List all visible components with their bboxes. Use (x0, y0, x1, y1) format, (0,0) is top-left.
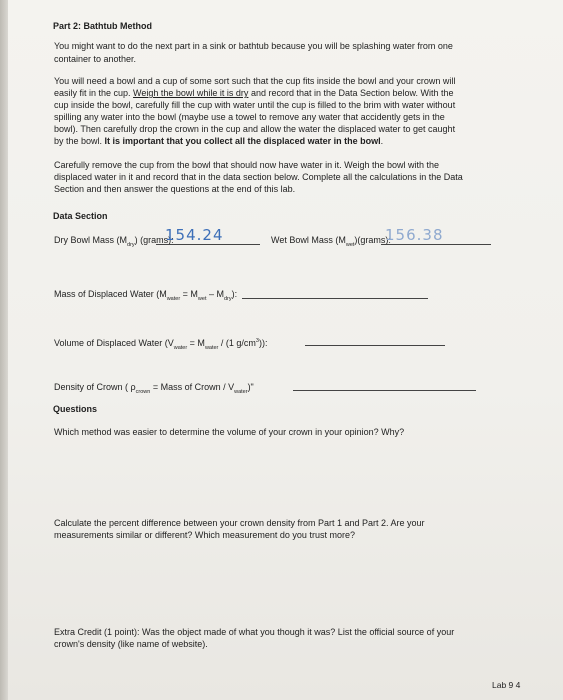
para2-bold-instruction: It is important that you collect all the displaced water in the bowl (104, 136, 381, 146)
mass-label-text: Mass of Displaced Water (M (54, 289, 167, 299)
intro-line-1: You might want to do the next part in a sink or bathtub because you will be splashing water from one (54, 41, 453, 51)
questions-title: Questions (53, 404, 98, 414)
wet-subscript: wet (345, 241, 355, 248)
vol-eq-text: = M (187, 338, 205, 348)
question-1: Which method was easier to determine the volume of your crown in your opinion? Why? (54, 427, 405, 437)
mass-minus-text: – M (206, 289, 224, 299)
dry-mass-handwritten-value: 154.24 (165, 226, 224, 244)
page-shadow-edge (0, 0, 8, 700)
wet-bowl-mass-label (271, 234, 391, 251)
vol-sub-water: water (173, 344, 188, 351)
dry-label-text: Dry Bowl Mass (M (54, 235, 128, 245)
vol-sub-water-2: water (204, 344, 219, 351)
wet-mass-answer-line (381, 244, 491, 245)
mass-answer-line (242, 298, 428, 299)
page-footer-label: Lab 9 4 (492, 680, 521, 690)
para2-line-6a: by the bowl. (54, 136, 105, 146)
density-of-crown-label (54, 381, 254, 398)
question-2-line-2: measurements similar or different? Which measurement do you trust more? (54, 530, 355, 540)
para3-line-1: Carefully remove the cup from the bowl that should now have water in it. Weigh the bowl with the (54, 160, 440, 170)
vol-mid-text: / (1 g/cm (218, 338, 256, 348)
dens-end-text: )" (247, 382, 254, 392)
volume-answer-line (305, 345, 445, 346)
intro-line-2: container to another. (54, 54, 137, 64)
para2-line-6c: . (380, 136, 384, 146)
dry-subscript: dry (127, 241, 135, 248)
extra-credit-line-2: crown's density (like name of website). (54, 639, 208, 649)
dens-label-text: Density of Crown ( ρ (54, 382, 136, 392)
para2-line-2c: and record that in the Data Section below. With the (248, 88, 454, 98)
section-heading: Part 2: Bathtub Method (53, 21, 152, 31)
data-section-title: Data Section (53, 211, 108, 221)
dens-sub-water: water (234, 388, 248, 395)
para2-line-6 (54, 135, 383, 147)
para2-underlined-instruction: Weigh the bowl while it is dry (133, 88, 249, 98)
para2-line-4: spilling any water into the bowl (maybe use a towel to remove any water that accidently gets in the (54, 112, 445, 122)
density-answer-line (293, 390, 476, 391)
para3-line-2: displaced water in it and record that in the data section below. Complete all the calculations in the Data (54, 172, 463, 182)
mass-end-text: ): (231, 289, 238, 299)
wet-mass-handwritten-value: 156.38 (385, 226, 444, 244)
mass-sub-wet: wet (197, 295, 207, 302)
para2-line-2 (54, 87, 454, 99)
para2-line-2a: easily fit in the cup. (54, 88, 134, 98)
mass-sub-water: water (166, 295, 181, 302)
para2-line-1: You will need a bowl and a cup of some sort such that the cup fits inside the bowl and your crown will (54, 76, 456, 86)
para2-line-5: bowl). Then carefully drop the crown in the cup and allow the water the displaced water to get caught (54, 124, 456, 134)
volume-displaced-water-label (54, 335, 267, 354)
vol-superscript: 3 (255, 338, 259, 344)
wet-label-text: Wet Bowl Mass (M (271, 235, 346, 245)
vol-label-text: Volume of Displaced Water (V (54, 338, 174, 348)
wet-unit-text: )(grams): (354, 235, 391, 245)
dry-unit-text: ) (grams): (134, 235, 174, 245)
para2-line-3: cup inside the bowl, carefully fill the cup with water until the cup is filled to the brim with water without (54, 100, 456, 110)
mass-displaced-water-label (54, 288, 237, 305)
dry-bowl-mass-label (54, 234, 174, 251)
worksheet-page (8, 0, 563, 700)
dry-mass-answer-line (156, 244, 260, 245)
dens-eq-text: = Mass of Crown / V (150, 382, 235, 392)
para3-line-3: Section and then answer the questions at the end of this lab. (54, 184, 296, 194)
extra-credit-line-1: Extra Credit (1 point): Was the object made of what you though it was? List the official source of your (54, 627, 455, 637)
question-2-line-1: Calculate the percent difference between your crown density from Part 1 and Part 2. Are your (54, 518, 425, 528)
vol-end-text: )): (258, 338, 268, 348)
mass-eq-text: = M (180, 289, 198, 299)
dens-sub-crown: crown (135, 388, 151, 395)
mass-sub-dry: dry (224, 295, 232, 302)
